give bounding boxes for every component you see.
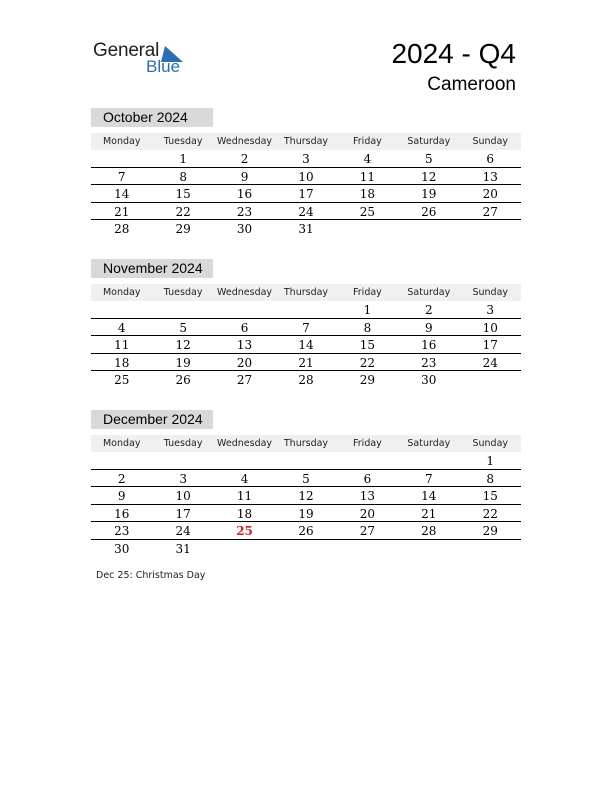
weekday-label: Friday [353,438,382,449]
day-cell [91,452,152,469]
weekday-label: Tuesday [163,287,203,298]
day-cell: 28 [114,222,130,236]
week-row [91,185,521,203]
day-cell: 19 [421,187,437,201]
day-cell: 24 [482,355,498,370]
weekday-label: Monday [102,136,141,147]
day-cell: 24 [175,524,191,538]
day-cell: 3 [486,303,495,317]
day-cell: 25 [114,373,130,387]
day-cell: 30 [236,222,253,236]
day-cell: 12 [421,169,437,184]
day-cell [152,452,213,469]
day-cell: 6 [486,152,495,166]
day-cell: 26 [421,204,437,219]
day-cell: 6 [240,320,249,335]
day-cell: 13 [236,338,253,352]
week-row [91,487,521,505]
day-cell: 11 [114,338,130,352]
weekday-label: Saturday [407,136,451,147]
day-cell: 22 [482,506,498,521]
week-row [91,522,521,540]
day-cell: 22 [175,204,191,219]
weekday-label: Thursday [283,287,329,298]
day-cell: 17 [175,506,191,521]
day-cell: 9 [117,489,126,503]
day-cell: 24 [298,204,314,219]
day-cell: 7 [302,320,310,335]
day-cell: 19 [175,355,191,370]
month-title: October 2024 [91,108,213,127]
day-cell: 1 [363,303,372,317]
month-title: November 2024 [91,259,213,278]
day-cell: 27 [359,524,376,538]
week-row [91,319,521,337]
day-cell [337,452,398,469]
logo-word-blue: Blue [146,57,181,76]
weekday-label: Wednesday [217,287,273,298]
day-cell: 16 [114,506,130,521]
day-cell: 5 [302,471,310,486]
day-cell: 9 [425,320,433,335]
day-cell: 26 [175,373,191,387]
weekday-header-row [91,435,521,452]
week-row [91,301,521,319]
day-cell: 12 [298,489,314,503]
day-cell [398,540,459,557]
weekday-header-row [91,284,521,301]
weekday-label: Sunday [472,438,509,449]
day-cell [91,150,152,167]
day-cell [460,540,521,557]
day-cell: 25 [236,524,253,538]
day-cell: 22 [359,355,376,370]
day-cell: 2 [240,152,249,166]
day-cell [337,220,398,237]
day-cell: 29 [359,373,376,387]
day-cell [214,301,275,318]
week-row [91,336,521,354]
weekday-label: Tuesday [163,136,203,147]
day-cell: 13 [359,489,376,503]
day-cell: 23 [236,204,253,219]
day-cell: 31 [298,222,314,236]
weekday-label: Sunday [472,136,509,147]
day-cell [398,452,459,469]
day-cell: 7 [117,169,126,184]
day-cell: 4 [240,471,249,486]
holiday-note: Dec 25: Christmas Day [96,570,206,581]
day-cell: 12 [175,338,191,352]
day-cell: 31 [175,541,191,556]
week-row [91,220,521,237]
day-cell: 6 [363,471,372,486]
day-cell [460,371,521,388]
day-cell [275,452,336,469]
week-row [91,452,521,470]
weekday-label: Tuesday [163,438,203,449]
day-cell [91,301,152,318]
day-cell [337,540,398,557]
day-cell: 29 [175,222,191,236]
day-cell: 10 [298,169,314,184]
country-name: Cameroon [427,74,516,95]
day-cell: 16 [236,187,253,201]
generalblue-logo [93,40,193,80]
weekday-label: Friday [353,136,382,147]
day-cell: 5 [179,320,187,335]
weekday-label: Saturday [407,438,451,449]
day-cell [398,220,459,237]
day-cell: 14 [114,187,130,201]
day-cell: 21 [298,355,314,370]
day-cell: 2 [425,303,433,317]
day-cell [275,301,336,318]
day-cell: 14 [421,489,437,503]
day-cell: 11 [359,169,376,184]
week-row [91,203,521,221]
week-row [91,540,521,557]
day-cell: 8 [179,169,187,184]
day-cell: 5 [425,152,433,166]
day-cell: 15 [359,338,376,352]
day-cell: 27 [482,204,498,219]
day-cell: 4 [363,152,372,166]
week-row [91,505,521,523]
weekday-header-row [91,133,521,150]
day-cell: 27 [236,373,253,387]
day-cell: 3 [302,152,310,166]
week-row [91,168,521,186]
weekday-label: Wednesday [217,438,273,449]
day-cell: 10 [482,320,498,335]
day-cell: 1 [179,152,187,166]
weekday-label: Monday [102,287,141,298]
day-cell: 26 [298,524,314,538]
day-cell: 21 [114,204,130,219]
day-cell: 23 [114,524,130,538]
day-cell: 16 [421,338,437,352]
day-cell [214,452,275,469]
month-block-october [91,108,521,237]
day-cell: 25 [359,204,376,219]
day-cell: 10 [175,489,191,503]
day-cell: 18 [359,187,376,201]
day-cell: 20 [482,187,498,201]
month-block-november [91,259,521,388]
day-cell: 19 [298,506,314,521]
weekday-label: Monday [102,438,141,449]
day-cell [460,220,521,237]
day-cell: 30 [114,541,130,556]
day-cell: 30 [421,373,437,387]
weekday-label: Friday [353,287,382,298]
day-cell: 3 [179,471,187,486]
day-cell: 2 [117,471,126,486]
day-cell: 7 [425,471,433,486]
week-row [91,371,521,388]
page-title: 2024 - Q4 [391,38,516,69]
week-row [91,470,521,488]
day-cell: 29 [482,524,498,538]
day-cell: 21 [421,506,437,521]
week-row [91,150,521,168]
day-cell: 18 [236,506,253,521]
month-block-december [91,410,521,556]
day-cell: 18 [114,355,130,370]
logo-word-general: General [93,40,160,61]
weekday-label: Thursday [283,438,329,449]
day-cell: 1 [486,454,495,468]
day-cell: 23 [421,355,437,370]
day-cell: 28 [298,373,314,387]
day-cell: 28 [421,524,437,538]
weekday-label: Wednesday [217,136,273,147]
day-cell: 8 [363,320,372,335]
weekday-label: Thursday [283,136,329,147]
day-cell: 20 [359,506,376,521]
week-row [91,354,521,372]
day-cell: 15 [482,489,498,503]
day-cell: 9 [240,169,249,184]
day-cell: 11 [236,489,253,503]
day-cell: 14 [298,338,314,352]
weekday-label: Saturday [407,287,451,298]
day-cell: 4 [117,320,126,335]
day-cell: 17 [298,187,314,201]
month-title: December 2024 [91,410,213,429]
day-cell [152,301,213,318]
day-cell: 17 [482,338,498,352]
weekday-label: Sunday [472,287,509,298]
day-cell: 8 [486,471,495,486]
day-cell: 15 [175,187,191,201]
day-cell: 20 [236,355,253,370]
day-cell: 13 [482,169,498,184]
day-cell [214,540,275,557]
day-cell [275,540,336,557]
